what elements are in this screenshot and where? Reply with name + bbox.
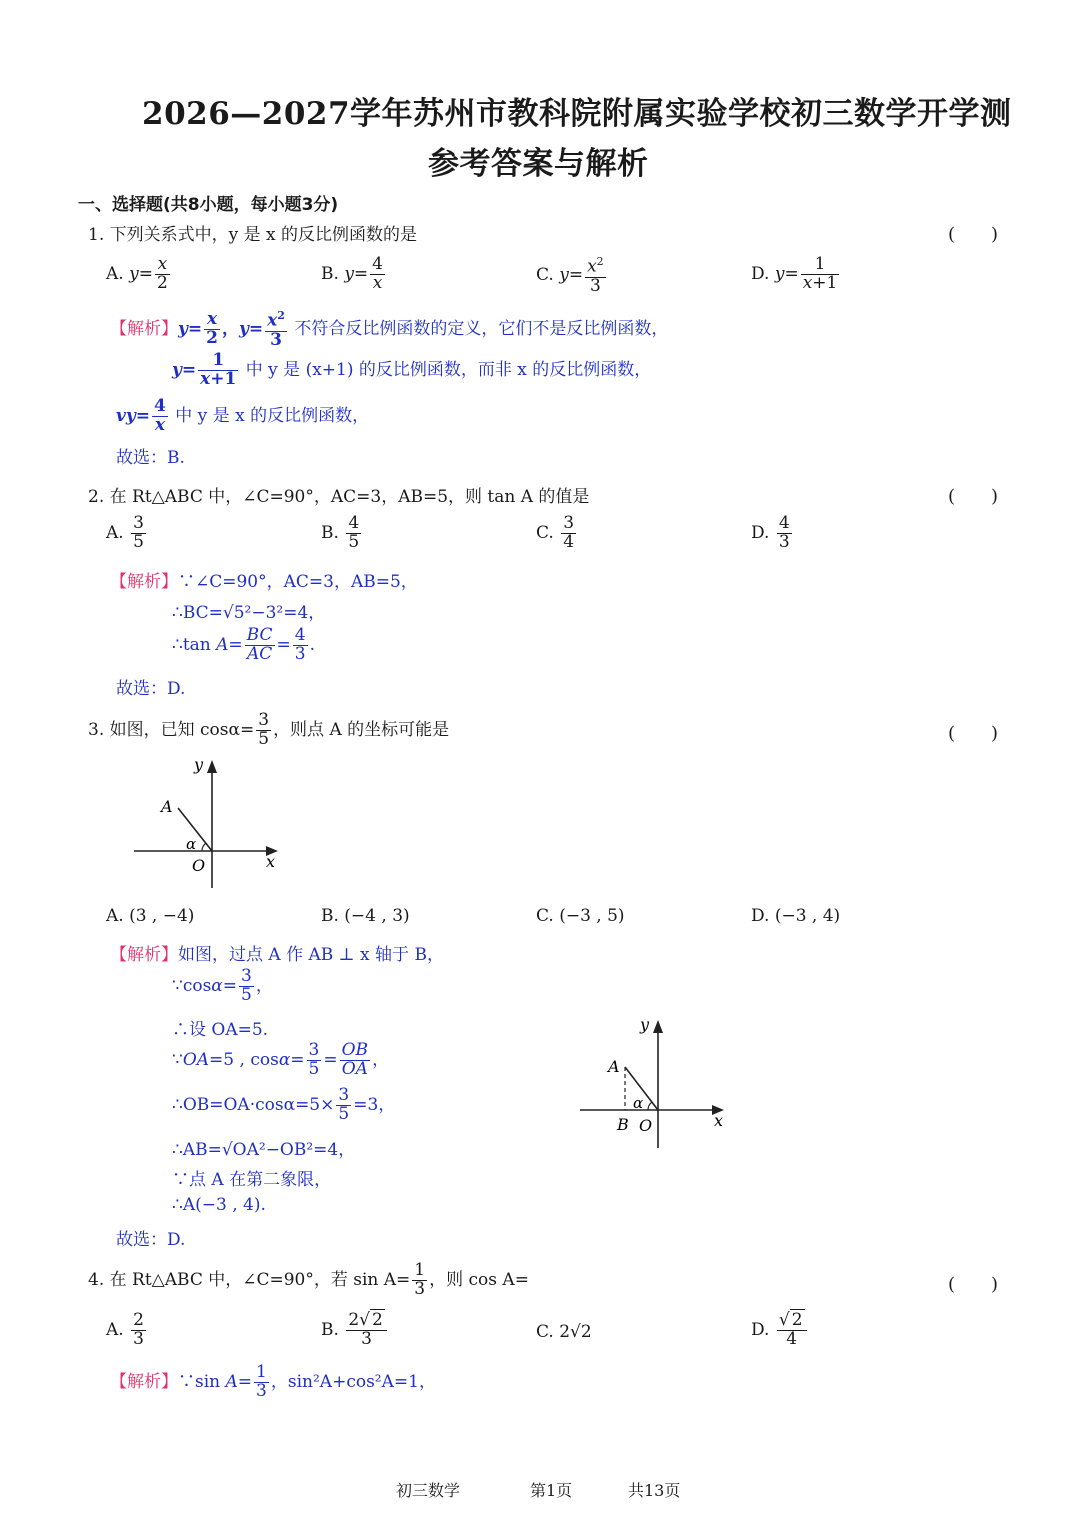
- label-a: A: [161, 797, 173, 816]
- q2-option-d: D. $\frac{4}{3}$: [751, 513, 790, 552]
- angle-arc: [648, 1102, 652, 1110]
- q2-solution-line-3: ∴tan A= $\frac{BC}{AC}$ = $\frac{4}{3}$ .: [172, 625, 315, 664]
- q4-option-b: B. $\frac{2√ 2}{3}$: [321, 1312, 389, 1349]
- page-subtitle: 参考答案与解析: [428, 146, 649, 182]
- footer-page-number: 第1页: [530, 1481, 573, 1500]
- q3-option-a: A. (3 , −4): [106, 906, 195, 926]
- answer-paren-3: ( ): [948, 723, 999, 744]
- question-1-stem: 1. 下列关系式中，y 是 x 的反比例函数的是: [88, 225, 418, 245]
- label-o: O: [639, 1116, 653, 1135]
- section-heading: 一、选择题(共8小题，每小题3分): [78, 195, 339, 215]
- q4-option-d: D. $\frac{√ 2}{4}$: [751, 1312, 809, 1349]
- q3-solution-line-7: ∵点 A 在第二象限，: [172, 1170, 332, 1190]
- question-3-stem: 3. 如图，已知 cosα= $\frac{3}{5}$ ，则点 A 的坐标可能是: [88, 710, 450, 749]
- q3-solution-line-8: ∴A(−3 , 4).: [172, 1195, 266, 1215]
- label-o: O: [192, 856, 206, 875]
- label-y: y: [194, 755, 204, 774]
- q3-solution-line-4: ∵OA=5 , cosα= $\frac{3}{5}$ = $\frac{OB}{OA}$ ，: [172, 1040, 390, 1079]
- q3-figure: [128, 752, 288, 896]
- q1-solution-line-2: y= $\frac{1}{x+1}$ 中 y 是 (x+1) 的反比例函数，而非 x 的反比例函数，: [172, 350, 652, 389]
- y-axis-arrow: [207, 760, 217, 773]
- label-x: x: [266, 852, 276, 871]
- q3-solution-line-1: 【解析】如图，过点 A 作 AB ⊥ x 轴于 B，: [110, 945, 444, 965]
- q3-option-c: C. (−3 , 5): [536, 906, 625, 926]
- answer-paren-4: ( ): [948, 1274, 999, 1295]
- q1-option-c: C. y= $\frac{x^2}{3}$: [536, 255, 604, 296]
- q2-solution-line-2: ∴BC=√5²−3²=4，: [172, 603, 326, 623]
- answer-paren-2: ( ): [948, 486, 999, 507]
- question-4-stem: 4. 在 Rt△ABC 中，∠C=90°，若 sin A= $\frac{1}{3}$ ，则 cos A=: [88, 1260, 529, 1299]
- q1-option-a: A. y= $\frac{x}{2}$: [106, 254, 168, 293]
- q1-option-d: D. y= $\frac{1}{x+1}$: [751, 254, 838, 293]
- label-x: x: [714, 1111, 724, 1130]
- q4-option-a: A. $\frac{2}{3}$: [106, 1310, 144, 1349]
- q3-answer: 故选：D.: [116, 1230, 186, 1250]
- q3-option-d: D. (−3 , 4): [751, 906, 841, 926]
- q2-option-a: A. $\frac{3}{5}$: [106, 513, 144, 552]
- q2-answer: 故选：D.: [116, 679, 186, 699]
- angle-arc: [202, 843, 206, 851]
- q3-solution-line-5: ∴OB=OA·cosα=5× $\frac{3}{5}$ =3，: [172, 1085, 396, 1124]
- q2-option-c: C. $\frac{3}{4}$: [536, 513, 575, 552]
- page-title: 2026—2027学年苏州市教科院附属实验学校初三数学开学测: [142, 96, 1012, 132]
- label-y: y: [640, 1015, 650, 1034]
- q3-solution-line-3: ∴设 OA=5.: [172, 1020, 269, 1040]
- q1-option-b: B. y= $\frac{4}{x}$: [321, 254, 383, 293]
- y-axis-arrow: [653, 1020, 663, 1033]
- answer-paren-1: ( ): [948, 224, 999, 245]
- footer-total-pages: 共13页: [628, 1481, 681, 1500]
- q3-solution-line-6: ∴AB=√OA²−OB²=4，: [172, 1140, 356, 1160]
- q1-answer: 故选：B.: [116, 448, 185, 468]
- q2-solution-line-1: 【解析】∵∠C=90°，AC=3，AB=5，: [110, 572, 418, 592]
- q1-solution-line-1: 【解析】y= $\frac{x}{2}$ ，y= $\frac{x^2}{3}$ 不符合反比例函数的定义，它们不是反比例函数，: [110, 309, 669, 350]
- label-alpha: α: [186, 835, 197, 853]
- q3-option-b: B. (−4 , 3): [321, 906, 410, 926]
- label-b: B: [617, 1115, 629, 1134]
- q3-solution-line-2: ∵cosα= $\frac{3}{5}$ ，: [172, 966, 273, 1005]
- label-alpha: α: [633, 1094, 644, 1112]
- q3-solution-figure: [574, 1012, 734, 1156]
- q1-solution-line-3: vy= $\frac{4}{x}$ 中 y 是 x 的反比例函数，: [116, 396, 370, 435]
- footer-subject: 初三数学: [396, 1481, 461, 1500]
- q2-option-b: B. $\frac{4}{5}$: [321, 513, 360, 552]
- q4-option-c: C. 2√2: [536, 1322, 592, 1342]
- q4-solution-line-1: 【解析】∵sin A= $\frac{1}{3}$ ，sin²A+cos²A=1，: [110, 1362, 436, 1401]
- question-2-stem: 2. 在 Rt△ABC 中，∠C=90°，AC=3，AB=5，则 tan A 的值是: [88, 487, 590, 507]
- label-a: A: [608, 1057, 620, 1076]
- solution-tag: 【解析】: [110, 319, 178, 340]
